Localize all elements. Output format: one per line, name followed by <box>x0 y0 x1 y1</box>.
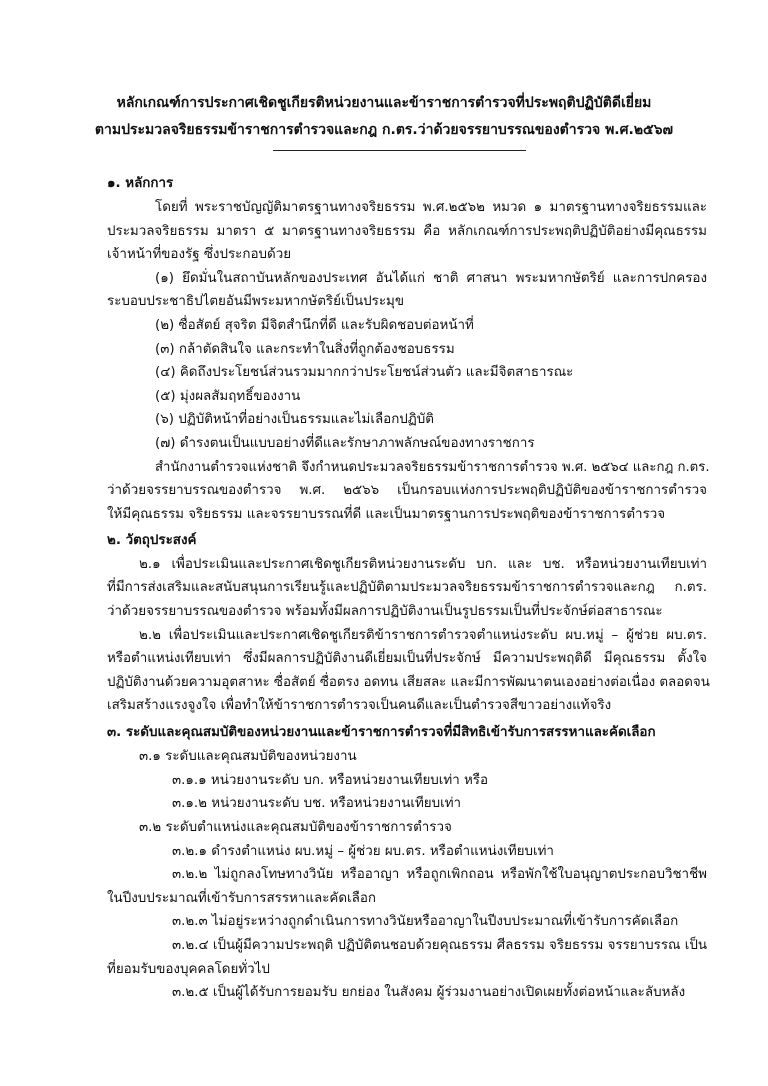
list-item: ๓.๒.๒ ไม่ถูกลงโทษทางวินัย หรืออาญา หรือถูกเพิกถอน หรือพักใช้ใบอนุญาตประกอบวิชาชีพ <box>172 867 707 882</box>
list-item: (๗) ดำรงตนเป็นแบบอย่างที่ดีและรักษาภาพลักษณ์ของทางราชการ <box>155 436 535 451</box>
subsection-heading: ๓.๒ ระดับตำแหน่งและคุณสมบัติของข้าราชการตำรวจ <box>139 820 452 835</box>
list-item: (๑) ยึดมั่นในสถาบันหลักของประเทศ อันได้แก่ ชาติ ศาสนา พระมหากษัตริย์ และการปกครอง <box>155 271 707 286</box>
list-item: (๖) ปฏิบัติหน้าที่อย่างเป็นธรรมและไม่เลือกปฏิบัติ <box>155 412 434 427</box>
paragraph-line: ที่มีการส่งเสริมและสนับสนุนการเรียนรู้และปฏิบัติตามประมวลจริยธรรมข้าราชการตำรวจและกฎ ก.ตร. <box>107 580 707 595</box>
list-item: ๓.๒.๑ ดำรงตำแหน่ง ผบ.หมู่ – ผู้ช่วย ผบ.ตร. หรือตำแหน่งเทียบเท่า <box>172 844 554 859</box>
section-2-heading: ๒. วัตถุประสงค์ <box>107 533 197 548</box>
list-item-continuation: ในปีงบประมาณที่เข้ารับการสรรหาและคัดเลือก <box>107 891 376 906</box>
section-3-heading: ๓. ระดับและคุณสมบัติของหน่วยงานและข้าราชการตำรวจที่มีสิทธิเข้ารับการสรรหาและคัดเลือก <box>107 725 656 740</box>
paragraph-line: ๒.๑ เพื่อประเมินและประกาศเชิดชูเกียรติหน่วยงานระดับ บก. และ บช. หรือหน่วยงานเทียบเท่า <box>139 557 707 572</box>
list-item-continuation: ที่ยอมรับของบุคคลโดยทั่วไป <box>107 962 270 977</box>
paragraph-line: เสริมสร้างแรงจูงใจ เพื่อทำให้ข้าราชการตำรวจเป็นคนดีและเป็นตำรวจสีขาวอย่างแท้จริง <box>107 698 612 713</box>
list-item-continuation: ระบอบประชาธิปไตยอันมีพระมหากษัตริย์เป็นประมุข <box>107 294 405 309</box>
paragraph-line: สำนักงานตำรวจแห่งชาติ จึงกำหนดประมวลจริยธรรมข้าราชการตำรวจ พ.ศ. ๒๕๖๔ และกฎ ก.ตร. <box>155 460 710 475</box>
paragraph-line: ประมวลจริยธรรม มาตรา ๕ มาตรฐานทางจริยธรรม คือ หลักเกณฑ์การประพฤติปฏิบัติอย่างมีคุณธรรม <box>107 224 707 239</box>
list-item: ๓.๑.๑ หน่วยงานระดับ บก. หรือหน่วยงานเทียบเท่า หรือ <box>172 773 489 788</box>
list-item: ๓.๒.๕ เป็นผู้ได้รับการยอมรับ ยกย่อง ในสังคม ผู้ร่วมงานอย่างเปิดเผยทั้งต่อหน้าและลับหลัง <box>172 985 686 1000</box>
paragraph-line: ให้มีคุณธรรม จริยธรรม และจรรยาบรรณที่ดี และเป็นมาตรฐานการประพฤติของข้าราชการตำรวจ <box>107 507 666 522</box>
title-underline-divider <box>273 150 526 151</box>
list-item: (๓) กล้าตัดสินใจ และกระทำในสิ่งที่ถูกต้องชอบธรรม <box>155 342 455 357</box>
document-title-line-1: หลักเกณฑ์การประกาศเชิดชูเกียรติหน่วยงานและข้าราชการตำรวจที่ประพฤติปฏิบัติดีเยี่ยม <box>116 95 652 111</box>
paragraph-line: โดยที่ พระราชบัญญัติมาตรฐานทางจริยธรรม พ.ศ.๒๕๖๒ หมวด ๑ มาตรฐานทางจริยธรรมและ <box>155 200 707 215</box>
paragraph-line: ว่าด้วยจรรยาบรรณของตำรวจ พ.ศ. ๒๕๖๖ เป็นกรอบแห่งการประพฤติปฏิบัติของข้าราชการตำรวจ <box>107 483 707 498</box>
list-item: ๓.๒.๓ ไม่อยู่ระหว่างถูกดำเนินการทางวินัยหรืออาญาในปีงบประมาณที่เข้ารับการคัดเลือก <box>172 914 679 929</box>
list-item: ๓.๑.๒ หน่วยงานระดับ บช. หรือหน่วยงานเทียบเท่า <box>172 796 462 811</box>
paragraph-line: ปฏิบัติงานด้วยความอุตสาหะ ซื่อสัตย์ ซื่อตรง อดทน เสียสละ และมีการพัฒนาตนเองอย่างต่อเนื่อง ตลอดจน <box>107 675 710 690</box>
list-item: (๒) ซื่อสัตย์ สุจริต มีจิตสำนึกที่ดี และรับผิดชอบต่อหน้าที่ <box>155 318 474 333</box>
paragraph-line: หรือตำแหน่งเทียบเท่า ซึ่งมีผลการปฏิบัติงานดีเยี่ยมเป็นที่ประจักษ์ มีความประพฤติดี มีคุณธรรม ตั้งใจ <box>107 651 707 666</box>
paragraph-line: ๒.๒ เพื่อประเมินและประกาศเชิดชูเกียรติข้าราชการตำรวจตำแหน่งระดับ ผบ.หมู่ – ผู้ช่วย ผบ.ตร. <box>139 628 707 643</box>
list-item: ๓.๒.๔ เป็นผู้มีความประพฤติ ปฏิบัติตนชอบด้วยคุณธรรม ศีลธรรม จริยธรรม จรรยาบรรณ เป็น <box>172 938 707 953</box>
section-1-heading: ๑. หลักการ <box>107 176 174 191</box>
list-item: (๕) มุ่งผลสัมฤทธิ์ของงาน <box>155 389 301 404</box>
list-item: (๔) คิดถึงประโยชน์ส่วนรวมมากกว่าประโยชน์ส่วนตัว และมีจิตสาธารณะ <box>155 365 574 380</box>
subsection-heading: ๓.๑ ระดับและคุณสมบัติของหน่วยงาน <box>139 749 357 764</box>
paragraph-line: ว่าด้วยจรรยาบรรณของตำรวจ พร้อมทั้งมีผลการปฏิบัติงานเป็นรูปธรรมเป็นที่ประจักษ์ต่อสาธารณะ <box>107 604 663 619</box>
paragraph-line: เจ้าหน้าที่ของรัฐ ซึ่งประกอบด้วย <box>107 247 292 262</box>
document-title-line-2: ตามประมวลจริยธรรมข้าราชการตำรวจและกฎ ก.ตร.ว่าด้วยจรรยาบรรณของตำรวจ พ.ศ.๒๕๖๗ <box>94 122 674 138</box>
